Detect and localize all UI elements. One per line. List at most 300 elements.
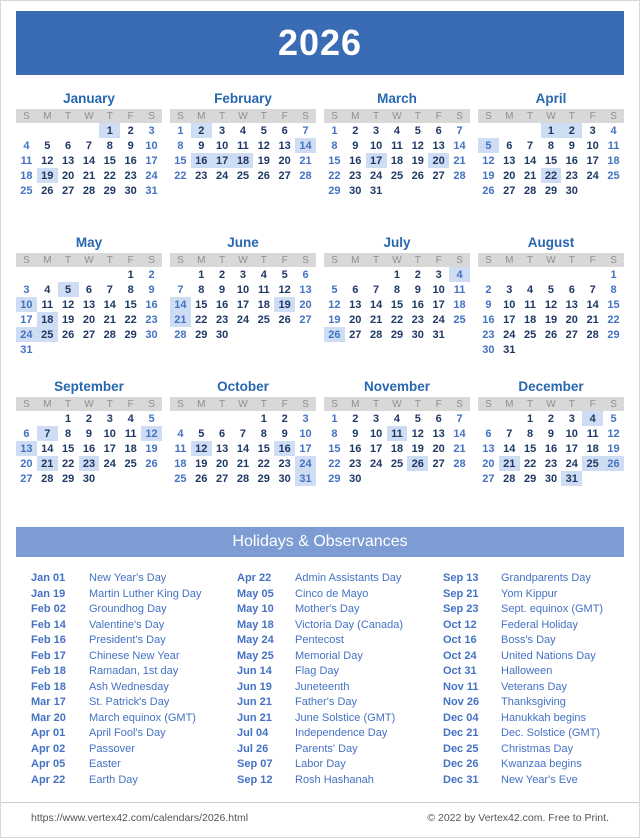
day-cell: 12 [607, 427, 620, 440]
footer-url-link[interactable]: https://www.vertex42.com/calendars/2026.html [31, 812, 249, 824]
holiday-column [16, 571, 212, 788]
weekday-letter: T [561, 397, 582, 411]
day-cell: 13 [565, 298, 578, 311]
day-cell: 27 [349, 328, 362, 341]
weekday-letter: T [58, 397, 79, 411]
weekday-letter: S [16, 397, 37, 411]
month-title: November [363, 379, 431, 394]
day-cell: 11 [237, 139, 249, 152]
day-cell-empty [37, 267, 58, 282]
day-cell: 28 [41, 472, 54, 485]
day-cell: 30 [145, 328, 158, 341]
holiday-name: Dec. Solstice (GMT) [501, 727, 601, 739]
day-cell: 15 [523, 442, 537, 455]
holiday-date: Sep 21 [443, 587, 479, 600]
day-cell: 12 [411, 139, 424, 152]
holiday-name: April Fool's Day [89, 727, 166, 739]
day-cell-highlighted: 10 [16, 297, 37, 312]
day-cell: 18 [453, 298, 466, 311]
month-october [170, 379, 316, 501]
day-cell: 26 [61, 328, 75, 341]
holiday-row [237, 587, 418, 603]
day-cell-highlighted: 25 [37, 327, 58, 342]
day-cell: 28 [523, 184, 537, 197]
day-cell: 23 [215, 313, 229, 326]
day-cell: 4 [177, 427, 184, 440]
day-cell-empty [366, 471, 387, 486]
weekday-letter: W [233, 109, 254, 123]
day-cell-empty [141, 342, 162, 357]
day-cell-empty [541, 342, 562, 357]
day-cell: 15 [390, 298, 404, 311]
day-cell-empty [407, 183, 428, 198]
day-cell: 14 [453, 139, 466, 152]
holiday-name: Father's Day [295, 696, 358, 708]
holiday-row [31, 680, 212, 696]
day-cell: 21 [523, 169, 537, 182]
weekday-letter: M [499, 397, 520, 411]
weekday-letter: T [212, 397, 233, 411]
holiday-row [443, 571, 624, 587]
day-cell-highlighted: 26 [407, 456, 428, 471]
holiday-name: Christmas Day [501, 742, 574, 755]
weekday-letter: W [233, 397, 254, 411]
day-cell: 10 [215, 139, 229, 152]
holiday-row [237, 773, 418, 789]
day-cell-empty [191, 411, 212, 426]
day-cell: 22 [61, 457, 75, 470]
day-cell: 12 [41, 154, 54, 167]
day-cell: 18 [174, 457, 187, 470]
holiday-date: Oct 16 [443, 634, 477, 646]
day-cell: 21 [236, 457, 250, 470]
day-cell-empty [499, 267, 520, 282]
weekday-letter: S [295, 109, 316, 123]
day-cell: 30 [349, 184, 362, 197]
day-cell: 11 [391, 139, 403, 152]
footer-copyright: © 2022 by Vertex42.com. Free to Print. [427, 812, 609, 824]
day-cell: 6 [485, 427, 492, 440]
day-cell-highlighted: 2 [561, 123, 582, 138]
day-cell: 10 [586, 139, 599, 152]
day-cell: 3 [219, 124, 226, 137]
holiday-name: Rosh Hashanah [295, 773, 374, 786]
holiday-date: May 24 [237, 634, 274, 646]
holiday-row [31, 587, 212, 603]
weekday-letter: M [499, 253, 520, 267]
month-grid [16, 253, 162, 357]
day-cell: 19 [411, 154, 424, 167]
day-cell: 10 [369, 427, 383, 440]
day-cell: 5 [414, 124, 421, 137]
day-cell: 28 [369, 328, 383, 341]
day-cell-highlighted: 14 [295, 138, 316, 153]
day-cell: 30 [544, 472, 558, 485]
day-cell: 24 [103, 457, 116, 470]
day-cell-empty [274, 327, 295, 342]
day-cell: 23 [145, 313, 158, 326]
day-cell-empty [99, 267, 120, 282]
day-cell-highlighted: 20 [428, 153, 449, 168]
day-cell: 8 [527, 427, 534, 440]
day-cell: 23 [124, 169, 137, 182]
holiday-name: Admin Assistants Day [295, 572, 402, 584]
day-cell-empty [449, 471, 470, 486]
holiday-name: Sept. equinox (GMT) [501, 603, 604, 615]
day-cell-highlighted: 25 [582, 456, 603, 471]
holiday-name: Cinco de Mayo [295, 587, 369, 600]
day-cell: 10 [299, 427, 312, 440]
day-cell: 16 [124, 154, 137, 167]
day-cell-empty [79, 123, 100, 138]
day-cell: 15 [328, 154, 341, 167]
day-cell: 12 [328, 298, 341, 311]
holiday-date: Nov 26 [443, 696, 480, 708]
holiday-name: Mother's Day [295, 603, 360, 615]
weekday-letter: W [79, 397, 100, 411]
day-cell: 17 [432, 298, 445, 311]
day-cell: 16 [411, 298, 424, 311]
holiday-row [443, 711, 624, 727]
day-cell: 23 [544, 457, 558, 470]
day-cell: 6 [435, 412, 442, 425]
holiday-row [443, 773, 624, 789]
day-cell: 25 [453, 313, 466, 326]
day-cell: 27 [20, 472, 33, 485]
day-cell-empty [324, 267, 345, 282]
day-cell: 7 [589, 283, 596, 296]
day-cell: 22 [607, 313, 620, 326]
day-cell-empty [520, 342, 541, 357]
day-cell: 15 [257, 442, 270, 455]
day-cell-highlighted: 5 [58, 282, 79, 297]
holiday-name: Grandparents Day [501, 572, 591, 584]
day-cell-empty [99, 471, 120, 486]
holiday-date: Oct 24 [443, 649, 477, 662]
day-cell-empty [428, 471, 449, 486]
day-cell: 3 [506, 283, 513, 296]
month-july [324, 235, 470, 357]
holiday-row [31, 633, 212, 649]
holiday-row [443, 726, 624, 742]
holiday-date: Apr 02 [31, 742, 66, 755]
day-cell: 29 [124, 328, 137, 341]
day-cell: 26 [482, 184, 495, 197]
holiday-column [428, 571, 624, 788]
day-cell: 10 [103, 427, 116, 440]
day-cell-empty [58, 123, 79, 138]
day-cell: 5 [281, 268, 288, 281]
month-title: March [377, 91, 417, 106]
holiday-date: Jun 19 [237, 680, 272, 693]
day-cell: 30 [278, 472, 291, 485]
day-cell: 8 [547, 139, 555, 152]
day-cell-highlighted: 16 [191, 153, 212, 168]
day-cell: 9 [198, 139, 205, 152]
holiday-row [443, 680, 624, 696]
day-cell: 9 [547, 427, 555, 440]
day-cell-highlighted: 24 [295, 456, 316, 471]
holiday-date: Dec 26 [443, 758, 479, 770]
month-grid [478, 253, 624, 357]
day-cell-empty [520, 123, 541, 138]
holiday-name: Ash Wednesday [89, 680, 169, 693]
holiday-date: Apr 05 [31, 758, 66, 770]
day-cell: 7 [373, 283, 380, 296]
day-cell: 2 [219, 268, 226, 281]
year-banner [16, 11, 624, 75]
day-cell: 14 [369, 298, 383, 311]
day-cell-empty [603, 471, 624, 486]
day-cell: 7 [239, 427, 247, 440]
month-title: February [214, 91, 272, 106]
weekday-letter: M [37, 109, 58, 123]
weekday-letter: F [274, 253, 295, 267]
holiday-row [237, 757, 418, 773]
day-cell: 25 [390, 457, 404, 470]
holiday-date: Sep 12 [237, 773, 273, 786]
day-cell-empty [16, 411, 37, 426]
holidays-banner-title: Holidays & Observances [232, 533, 408, 550]
day-cell: 7 [456, 412, 463, 425]
weekday-letter: W [387, 253, 408, 267]
day-cell-empty [449, 327, 470, 342]
day-cell: 9 [148, 283, 155, 296]
holiday-name: Thanksgiving [501, 696, 566, 708]
day-cell: 26 [544, 328, 558, 341]
holiday-name: June Solstice (GMT) [295, 711, 396, 724]
day-cell-empty [99, 342, 120, 357]
day-cell: 5 [331, 283, 338, 296]
weekday-letter: F [428, 109, 449, 123]
day-cell: 2 [547, 412, 555, 425]
day-cell: 11 [174, 442, 187, 455]
holiday-row [443, 633, 624, 649]
day-cell-empty [582, 183, 603, 198]
month-title: July [383, 235, 411, 250]
month-grid [170, 397, 316, 486]
day-cell: 30 [482, 343, 495, 356]
day-cell-highlighted: 21 [170, 312, 191, 327]
day-cell: 3 [239, 268, 247, 281]
day-cell: 27 [482, 472, 495, 485]
day-cell: 9 [352, 427, 359, 440]
holiday-name: Victoria Day (Canada) [295, 618, 404, 631]
day-cell-highlighted: 12 [191, 441, 212, 456]
day-cell: 6 [281, 124, 288, 137]
holiday-date: Mar 20 [31, 711, 66, 724]
day-cell: 4 [610, 124, 617, 137]
holiday-name: Independence Day [295, 727, 388, 739]
weekday-letter: S [141, 253, 162, 267]
holiday-row [31, 695, 212, 711]
month-title: December [518, 379, 584, 394]
day-cell: 8 [393, 283, 401, 296]
holiday-row [443, 695, 624, 711]
day-cell: 3 [568, 412, 575, 425]
weekday-letter: F [428, 253, 449, 267]
day-cell-empty [37, 411, 58, 426]
holiday-row [31, 664, 212, 680]
day-cell: 16 [145, 298, 158, 311]
day-cell: 30 [565, 184, 578, 197]
day-cell: 12 [61, 298, 75, 311]
day-cell: 21 [453, 442, 466, 455]
day-cell-highlighted: 23 [79, 456, 100, 471]
day-cell: 20 [82, 313, 96, 326]
holiday-name: Groundhog Day [89, 603, 167, 615]
holiday-row [31, 757, 212, 773]
holiday-date: Apr 22 [31, 773, 66, 786]
day-cell: 2 [352, 124, 359, 137]
day-cell: 13 [432, 139, 445, 152]
weekday-letter: M [191, 397, 212, 411]
day-cell: 16 [349, 442, 362, 455]
day-cell: 12 [278, 283, 291, 296]
day-cell: 4 [393, 124, 401, 137]
holiday-name: Labor Day [295, 758, 346, 770]
day-cell-empty [212, 411, 233, 426]
day-cell: 28 [453, 169, 466, 182]
day-cell-empty [582, 471, 603, 486]
day-cell-empty [79, 267, 100, 282]
day-cell-highlighted: 21 [499, 456, 520, 471]
day-cell: 11 [20, 154, 33, 167]
day-cell: 13 [503, 154, 516, 167]
day-cell-empty [428, 183, 449, 198]
day-cell: 19 [257, 154, 270, 167]
day-cell: 31 [503, 343, 516, 356]
day-cell: 31 [369, 184, 383, 197]
weekday-letter: W [541, 109, 562, 123]
day-cell: 3 [106, 412, 113, 425]
holiday-row [443, 602, 624, 618]
holiday-name: Federal Holiday [501, 618, 579, 631]
day-cell-empty [541, 267, 562, 282]
month-may [16, 235, 162, 357]
day-cell: 9 [85, 427, 93, 440]
holiday-date: Feb 16 [31, 634, 66, 646]
day-cell: 29 [195, 328, 208, 341]
day-cell: 6 [85, 283, 93, 296]
day-cell: 29 [607, 328, 620, 341]
day-cell: 30 [82, 472, 96, 485]
day-cell: 18 [124, 442, 137, 455]
month-december [478, 379, 624, 501]
day-cell: 13 [482, 442, 495, 455]
weekday-letter: F [120, 109, 141, 123]
day-cell: 4 [239, 124, 247, 137]
weekday-letter: T [561, 253, 582, 267]
day-cell: 22 [390, 313, 404, 326]
day-cell: 20 [299, 298, 312, 311]
holiday-date: Feb 18 [31, 665, 66, 677]
holiday-date: Mar 17 [31, 696, 66, 708]
day-cell: 20 [565, 313, 578, 326]
day-cell: 24 [145, 169, 158, 182]
day-cell: 3 [373, 124, 380, 137]
day-cell: 24 [215, 169, 229, 182]
day-cell: 18 [586, 442, 599, 455]
day-cell: 22 [195, 313, 208, 326]
day-cell-empty [603, 183, 624, 198]
day-cell: 30 [215, 328, 229, 341]
day-cell-highlighted: 18 [233, 153, 254, 168]
weekday-letter: F [274, 109, 295, 123]
day-cell: 2 [127, 124, 134, 137]
month-title: January [63, 91, 115, 106]
weekday-letter: S [141, 109, 162, 123]
day-cell: 17 [145, 154, 158, 167]
holiday-row [237, 680, 418, 696]
weekday-letter: W [79, 109, 100, 123]
weekday-letter: F [274, 397, 295, 411]
holiday-name: United Nations Day [501, 649, 596, 662]
day-cell: 27 [432, 169, 445, 182]
weekday-letter: M [345, 397, 366, 411]
weekday-letter: T [58, 253, 79, 267]
weekday-letter: S [170, 109, 191, 123]
day-cell: 5 [610, 412, 617, 425]
day-cell: 16 [544, 442, 558, 455]
weekday-letter: S [603, 253, 624, 267]
month-title: October [217, 379, 269, 394]
holiday-date: Dec 04 [443, 711, 479, 724]
weekday-letter: M [499, 109, 520, 123]
holiday-name: Kwanzaa begins [501, 758, 582, 770]
day-cell: 24 [586, 169, 599, 182]
holiday-date: Dec 25 [443, 742, 479, 755]
month-february [170, 91, 316, 213]
day-cell-highlighted: 1 [99, 123, 120, 138]
day-cell: 10 [145, 139, 158, 152]
weekday-letter: T [99, 253, 120, 267]
holiday-name: Flag Day [295, 665, 340, 677]
day-cell: 1 [610, 268, 617, 281]
day-cell: 24 [432, 313, 445, 326]
day-cell: 25 [607, 169, 620, 182]
day-cell: 26 [41, 184, 54, 197]
weekday-letter: F [120, 397, 141, 411]
weekday-letter: T [253, 397, 274, 411]
holiday-name: Parents' Day [295, 742, 358, 755]
day-cell-highlighted: 18 [37, 312, 58, 327]
day-cell: 27 [61, 184, 75, 197]
day-cell-empty [520, 267, 541, 282]
day-cell: 4 [260, 268, 267, 281]
day-cell: 25 [390, 169, 404, 182]
weekday-letter: T [520, 397, 541, 411]
weekday-letter: T [520, 253, 541, 267]
day-cell-highlighted: 31 [295, 471, 316, 486]
day-cell: 26 [195, 472, 208, 485]
day-cell: 12 [411, 427, 424, 440]
day-cell: 31 [432, 328, 445, 341]
weekday-letter: T [366, 253, 387, 267]
day-cell: 6 [435, 124, 442, 137]
weekday-letter: T [407, 397, 428, 411]
weekday-letter: W [387, 397, 408, 411]
day-cell: 2 [85, 412, 93, 425]
day-cell-empty [582, 267, 603, 282]
weekday-letter: F [120, 253, 141, 267]
day-cell: 23 [349, 169, 362, 182]
day-cell: 20 [349, 313, 362, 326]
day-cell: 7 [85, 139, 93, 152]
day-cell-highlighted: 26 [603, 456, 624, 471]
day-cell: 28 [503, 472, 516, 485]
holiday-row [31, 742, 212, 758]
